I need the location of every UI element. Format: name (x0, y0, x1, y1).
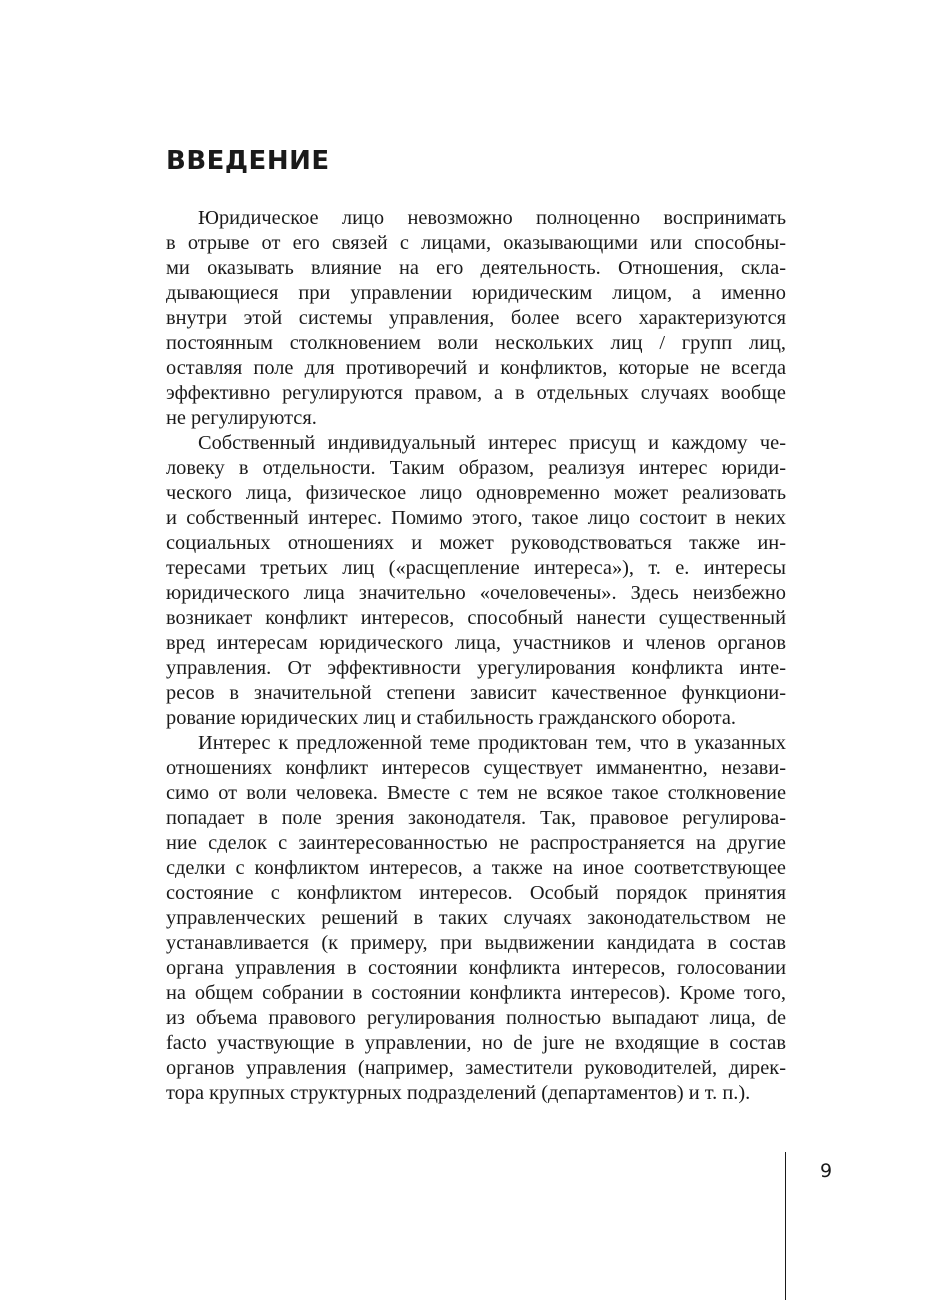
text-line: попадает в поле зрения законодателя. Так, правовое регулирова- (166, 807, 786, 829)
text-line: Собственный индивидуальный интерес присущ и каждому че- (198, 432, 786, 454)
text-line: ловеку в отдельности. Таким образом, реализуя интерес юриди- (166, 457, 786, 479)
text-line: из объема правового регулирования полностью выпадают лица, de (166, 1007, 786, 1029)
text-line: facto участвующие в управлении, но de jure не входящие в состав (166, 1032, 786, 1054)
text-line: не регулируются. (166, 407, 317, 429)
text-line: органа управления в состоянии конфликта интересов, голосовании (166, 957, 786, 979)
text-line: постоянным столкновением воли нескольких лиц / групп лиц, (166, 332, 786, 354)
text-line: устанавливается (к примеру, при выдвижении кандидата в состав (166, 932, 786, 954)
text-line: ческого лица, физическое лицо одновременно может реализовать (166, 482, 786, 504)
text-line: и собственный интерес. Помимо этого, такое лицо состоит в неких (166, 507, 786, 529)
body-text (166, 206, 786, 1106)
text-line: тересами третьих лиц («расщепление интереса»), т. е. интересы (166, 557, 786, 579)
page-number: 9 (820, 1160, 833, 1182)
text-line: ресов в значительной степени зависит качественное функциони- (166, 682, 786, 704)
text-line: сделки с конфликтом интересов, а также на иное соответствующее (166, 857, 786, 879)
text-line: оставляя поле для противоречий и конфликтов, которые не всегда (166, 357, 786, 379)
text-line: ние сделок с заинтересованностью не распространяется на другие (166, 832, 786, 854)
text-line: вред интересам юридического лица, участников и членов органов (166, 632, 786, 654)
text-line: Интерес к предложенной теме продиктован тем, что в указанных (198, 732, 786, 754)
text-line: на общем собрании в состоянии конфликта интересов). Кроме того, (166, 982, 786, 1004)
text-line: ми оказывать влияние на его деятельность. Отношения, скла- (166, 257, 786, 279)
text-line: дывающиеся при управлении юридическим лицом, а именно (166, 282, 786, 304)
text-line: в отрыве от его связей с лицами, оказывающими или способны- (166, 232, 786, 254)
chapter-heading: ВВЕДЕНИЕ (166, 146, 330, 176)
text-line: состояние с конфликтом интересов. Особый порядок принятия (166, 882, 786, 904)
text-line: внутри этой системы управления, более всего характеризуются (166, 307, 786, 329)
text-line: управления. От эффективности урегулирования конфликта инте- (166, 657, 786, 679)
text-line: социальных отношениях и может руководствоваться также ин- (166, 532, 786, 554)
paragraph (166, 731, 786, 1106)
text-line: тора крупных структурных подразделений (департаментов) и т. п.). (166, 1082, 751, 1104)
text-line: эффективно регулируются правом, а в отдельных случаях вообще (166, 382, 786, 404)
text-line: управленческих решений в таких случаях законодательством не (166, 907, 786, 929)
text-line: Юридическое лицо невозможно полноценно воспринимать (198, 207, 786, 229)
paragraph (166, 431, 786, 731)
paragraph (166, 206, 786, 431)
text-line: отношениях конфликт интересов существует имманентно, незави- (166, 757, 786, 779)
text-line: юридического лица значительно «очеловечены». Здесь неизбежно (166, 582, 786, 604)
text-line: органов управления (например, заместители руководителей, дирек- (166, 1057, 786, 1079)
text-line: рование юридических лиц и стабильность гражданского оборота. (166, 707, 736, 729)
text-line: симо от воли человека. Вместе с тем не всякое такое столкновение (166, 782, 786, 804)
text-line: возникает конфликт интересов, способный нанести существенный (166, 607, 786, 629)
folio-divider (785, 1152, 786, 1300)
